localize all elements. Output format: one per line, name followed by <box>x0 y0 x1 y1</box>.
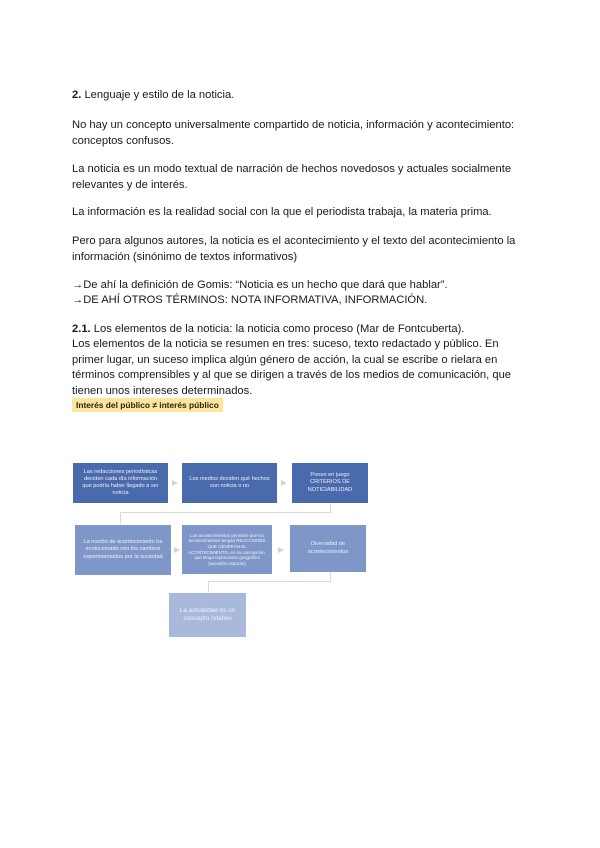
connector-line <box>120 512 121 523</box>
diagram-box-nocion: La noción de acontecimiento ha evolucionado con los cambios experimentados por la sociedad <box>75 525 171 575</box>
connector-line <box>120 512 330 513</box>
section-2-1-heading: 2.1. Los elementos de la noticia: la noticia como proceso (Mar de Fontcuberta). <box>72 323 465 335</box>
paragraph-noticia: La noticia es un modo textual de narración de hechos novedosos y actuales socialmente relevantes y de interés. <box>72 163 512 191</box>
paragraph-autores: Pero para algunos autores, la noticia es el acontecimiento y el texto del acontecimiento la información (sinónimo de textos informativos) <box>72 235 516 263</box>
paragraph-informacion: La información es la realidad social con la que el periodista trabaja, la materia prima. <box>72 206 492 218</box>
arrow-right-icon <box>281 480 287 486</box>
paragraph-definitions: No hay un concepto universalmente compartido de noticia, información y acontecimiento: conceptos confusos. <box>72 119 515 147</box>
section-2-heading: 2. Lenguaje y estilo de la noticia. <box>72 89 235 101</box>
diagram-box-redacciones: Las redacciones periodísticas deciden cada día información que podría haber llegado a ser noticia <box>73 463 168 503</box>
connector-line <box>208 581 209 592</box>
arrow-right-icon <box>174 547 180 553</box>
diagram-box-diversidad: Diversidad de acontecimientos <box>290 525 366 572</box>
arrow-right-icon <box>172 480 178 486</box>
bullet-gomis: →De ahí la definición de Gomis: “Noticia es un hecho que dará que hablar”. <box>72 279 448 291</box>
connector-line <box>330 572 331 582</box>
diagram-box-criterios: Ponen en juego CRITERIOS DE NOTICIABILIDAD <box>292 463 368 503</box>
highlight-interes-publico: Interés del público ≠ interés público <box>72 398 223 412</box>
connector-line <box>330 503 331 513</box>
section-2-1-body: Los elementos de la noticia se resumen en tres: suceso, texto redactado y público. En primer lugar, un suceso implica algún género de acción, la cual se escribe o rielara en términos comprensibles y al que se dirigen a través de los medios de comunicación, que tienen unos intereses determinados. <box>72 338 512 397</box>
arrow-right-icon <box>278 547 284 553</box>
diagram-box-medios: Los medios deciden qué hechos son noticia o no <box>182 463 277 503</box>
connector-line <box>208 581 330 582</box>
diagram-box-actualidad: La actualidad es un concepto relativo <box>169 593 246 637</box>
bullet-terminos: →DE AHÍ OTROS TÉRMINOS: NOTA INFORMATIVA, INFORMACIÓN. <box>72 294 428 306</box>
diagram-box-reacciones: Los acontecimientos permiten que los acontecimientos tengan REACCIONES QUE GENERAN EL ACONTECIMIENTO, en su concepción, que tenga repercusión geográfica (sucesión espacial) <box>182 525 272 574</box>
